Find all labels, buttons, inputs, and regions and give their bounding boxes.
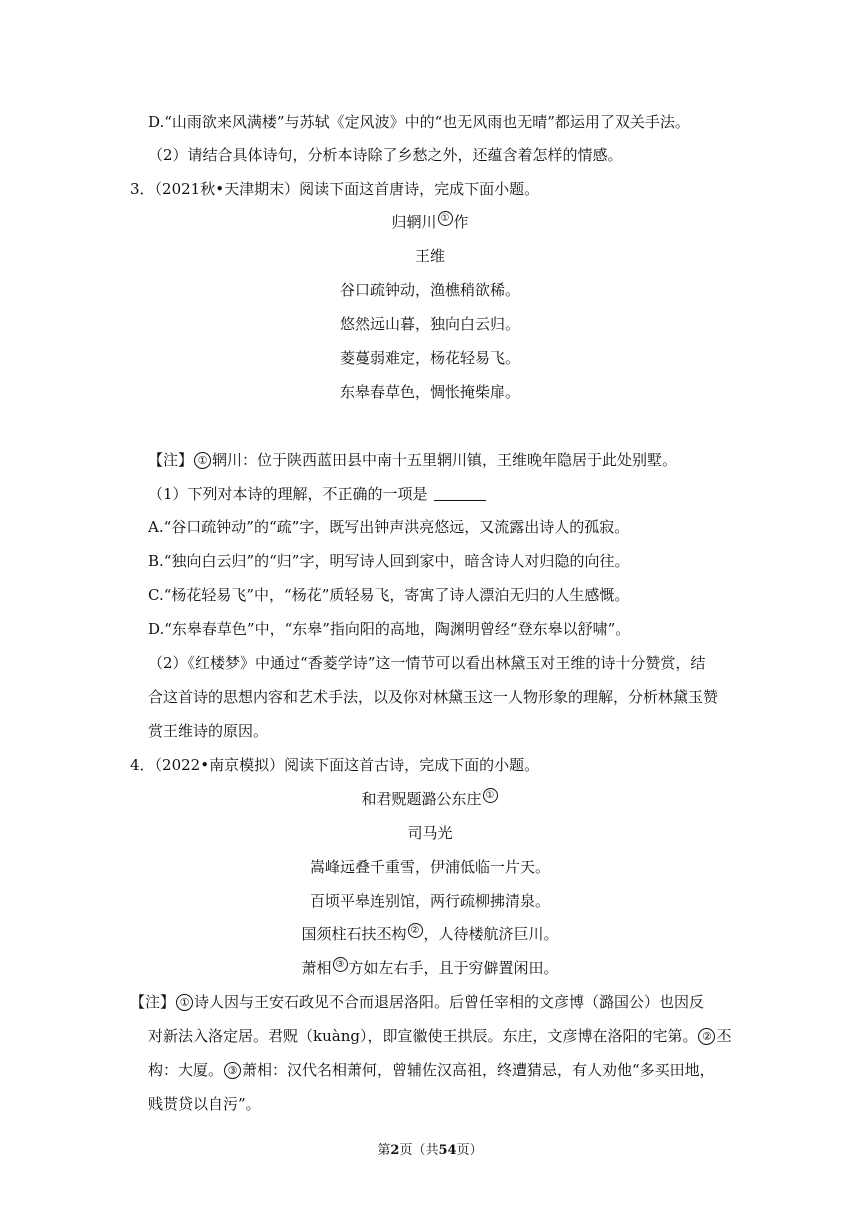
q3-sub2-line-2: 合这首诗的思想内容和艺术手法，以及你对林黛玉这一人物形象的理解，分析林黛玉赞 [148, 688, 719, 706]
footer-suffix: 页） [456, 1143, 483, 1158]
q4-poem-line-2: 百顷平皋连别馆，两行疏柳拂清泉。 [309, 892, 550, 910]
q3-poem-title-text: 归辋川 [391, 213, 437, 231]
q4-note-text-2: 对新法入洛定居。君贶（kuàng），即宣徽使王拱辰。东庄，文彦博在洛阳的宅第。 [148, 1027, 698, 1045]
q4-note-text-3a: 构：大厦。 [148, 1061, 224, 1079]
q4-note-line-4: 贱贳贷以自污”。 [148, 1095, 261, 1113]
q3-option-c: C.“杨花轻易飞”中，“杨花”质轻易飞，寄寓了诗人漂泊无归的人生感慨。 [148, 586, 630, 604]
q3-note-prefix: 【注】 [148, 451, 194, 469]
q3-option-d: D.“东皋春草色”中，“东皋”指向阳的高地，陶渊明曾经“登东皋以舒啸”。 [148, 620, 631, 638]
q3-note-text: 辋川：位于陕西蓝田县中南十五里辋川镇，王维晚年隐居于此处别墅。 [212, 451, 678, 469]
q3-poem-line-2: 悠然远山暮，独向白云归。 [339, 315, 520, 333]
page-number: 2 [390, 1143, 400, 1158]
note-marker-2: ② [408, 923, 423, 938]
q4-line3-part-a: 国须柱石扶丕构 [301, 925, 407, 943]
q4-note-text-3b: 萧相：汉代名相萧何，曾辅佐汉高祖，终遭猜忌，有人劝他“多买田地， [242, 1061, 715, 1079]
q3-option-b: B.“独向白云归”的“归”字，明写诗人回到家中，暗含诗人对归隐的向往。 [148, 552, 630, 570]
answer-blank[interactable] [434, 500, 486, 501]
q3-author: 王维 [414, 247, 445, 265]
q4-poem-title [0, 788, 860, 810]
q3-sub1-text: （1）下列对本诗的理解，不正确的一项是 [148, 485, 428, 503]
q4-note-line-3 [148, 1059, 715, 1081]
total-pages: 54 [438, 1143, 457, 1158]
q3-sub2-line-3: 赏王维诗的原因。 [148, 722, 269, 740]
note-marker-3: ③ [224, 1062, 241, 1079]
page-footer [0, 1140, 860, 1162]
q4-note-line-1 [130, 991, 704, 1013]
q4-line4-part-a: 萧相 [301, 959, 332, 977]
q3-poem-line-1: 谷口疏钟动，渔樵稍欲稀。 [339, 281, 520, 299]
q4-line3-part-b: ，人待楼航济巨川。 [423, 925, 559, 943]
q4-line4-part-b: 方如左右手，且于穷僻置闲田。 [348, 959, 559, 977]
q2-sub-question-2: （2）请结合具体诗句，分析本诗除了乡愁之外，还蕴含着怎样的情感。 [148, 146, 623, 164]
q3-note [148, 449, 677, 471]
q3-option-a: A.“谷口疏钟动”的“疏”字，既写出钟声洪亮悠远，又流露出诗人的孤寂。 [148, 518, 630, 536]
q3-poem-title [0, 211, 860, 233]
q4-header: 4．（2022•南京模拟）阅读下面这首古诗，完成下面的小题。 [130, 756, 540, 774]
footer-mid: 页（共 [399, 1143, 439, 1158]
q3-header: 3．（2021秋•天津期末）阅读下面这首唐诗，完成下面小题。 [130, 180, 540, 198]
q3-poem-line-4: 东皋春草色，惆怅掩柴扉。 [339, 383, 520, 401]
q4-author: 司马光 [407, 824, 453, 842]
q4-poem-line-4 [0, 957, 860, 979]
note-marker-1: ① [176, 994, 193, 1011]
q4-poem-line-1: 嵩峰远叠千重雪，伊浦低临一片天。 [309, 858, 550, 876]
q3-sub-question-1 [148, 483, 486, 505]
q4-note-prefix: 【注】 [130, 993, 176, 1011]
footer-prefix: 第 [377, 1143, 391, 1158]
q4-note-line-2 [148, 1025, 731, 1047]
note-marker-1: ① [438, 211, 453, 226]
q4-poem-line-3 [0, 923, 860, 945]
q4-poem-title-text: 和君贶题潞公东庄 [361, 790, 482, 808]
note-marker-2: ② [698, 1028, 715, 1045]
q3-sub2-line-1: （2）《红楼梦》中通过“香菱学诗”这一情节可以看出林黛玉对王维的诗十分赞赏，结 [148, 654, 706, 672]
q2-option-d: D.“山雨欲来风满楼”与苏轼《定风波》中的“也无风雨也无晴”都运用了双关手法。 [148, 113, 690, 131]
q3-poem-line-3: 菱蔓弱难定，杨花轻易飞。 [339, 349, 520, 367]
note-marker-1: ① [194, 452, 211, 469]
q3-poem-title-suffix: 作 [453, 213, 469, 231]
note-marker-1: ① [483, 788, 498, 803]
note-marker-3: ③ [333, 957, 348, 972]
q4-note-text-1: 诗人因与王安石政见不合而退居洛阳。后曾任宰相的文彦博（潞国公）也因反 [194, 993, 705, 1011]
q4-note-text-2-end: 丕 [716, 1027, 732, 1045]
